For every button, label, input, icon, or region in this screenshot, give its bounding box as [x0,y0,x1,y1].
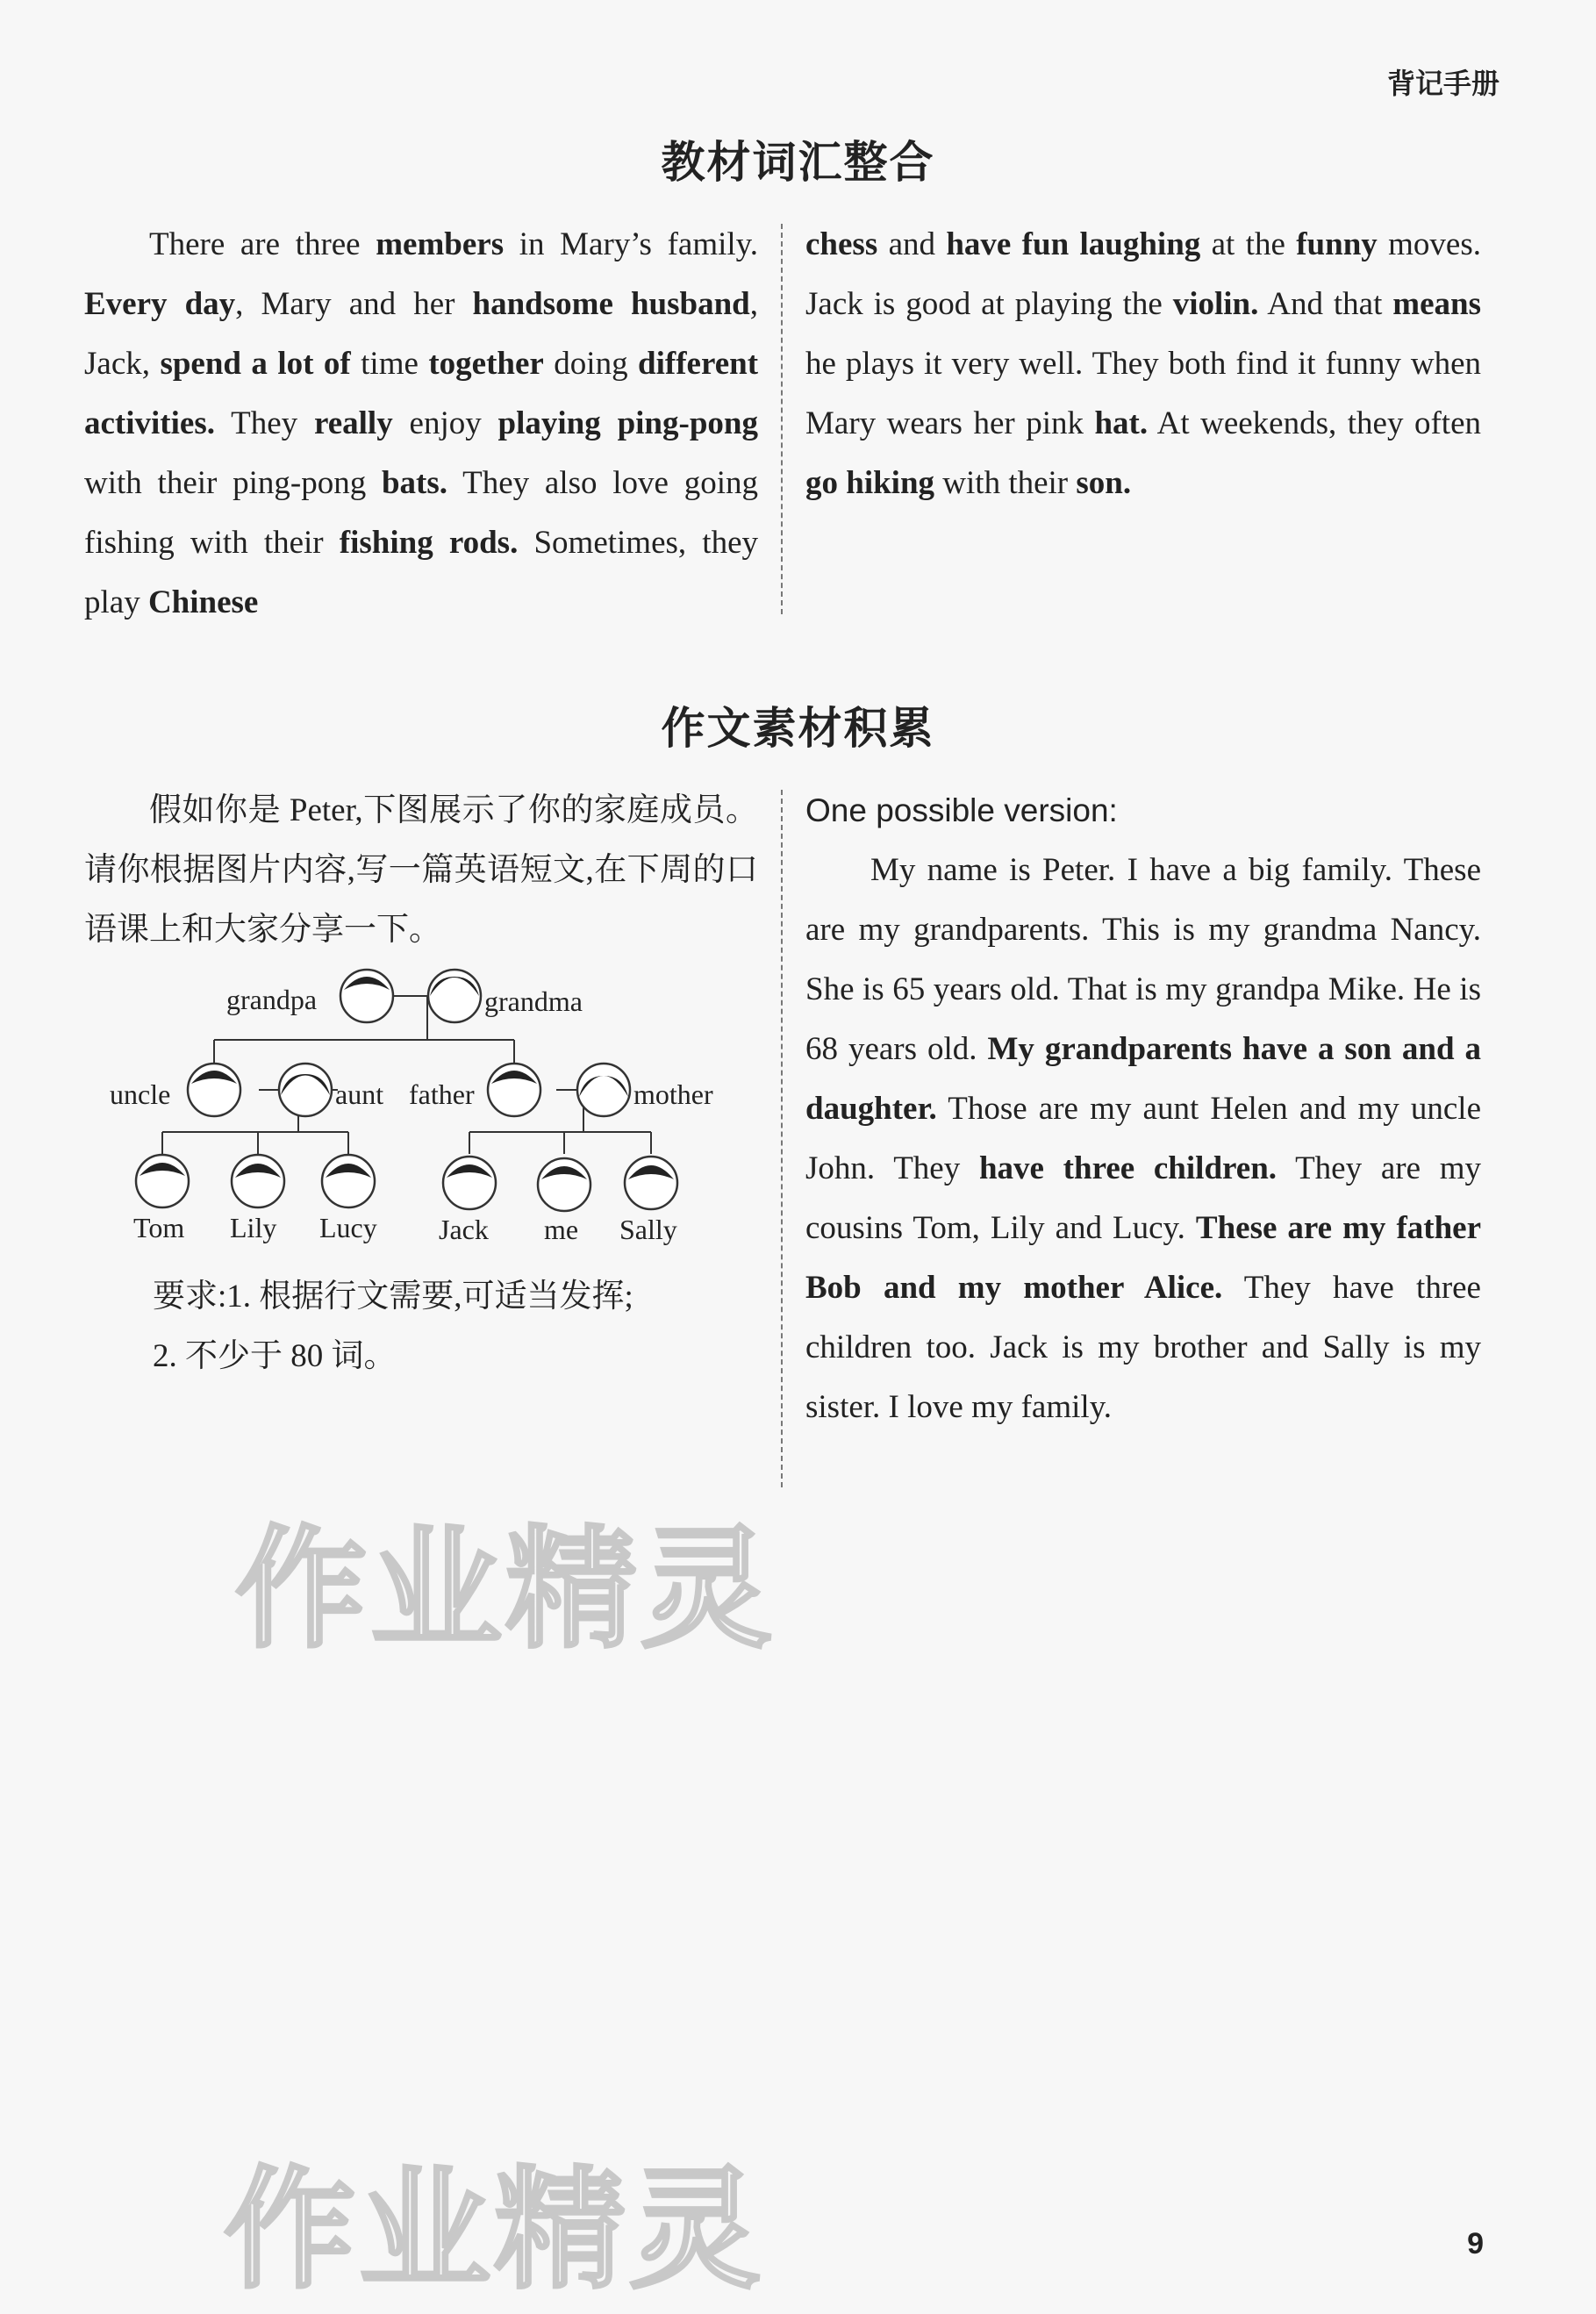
page-number: 9 [1467,2227,1484,2260]
watermark-top: 作业精灵 [235,1514,777,1666]
label-aunt: aunt [335,1078,384,1110]
writing-section-title: 作文素材积累 [661,703,935,754]
label-uncle: uncle [110,1078,171,1110]
essay-text: My name is Peter. I have a big family. These are my grandparents. This is my grandma Nancy. She is 65 years old. That is my grandpa Mike. He is 68 years old. My grandparents have a son and a daughter. Those are my aunt Helen and my uncle John. They have three children. They are my cousins Tom, Lily and Lucy. These are my father Bob and my mother Alice. They have three children too. Jack is my brother and Sally is my sister. I love my family. [805,852,1482,1425]
prompt-text: 假如你是 Peter,下图展示了你的家庭成员。请你根据图片内容,写一篇英语短文,在下周的口语课上和大家分享一下。 [84,792,758,948]
label-father: father [409,1078,475,1110]
label-tom: Tom [133,1212,185,1243]
lucy-portrait-icon [322,1155,375,1207]
writing-prompt [84,781,758,960]
vocab-right-column: chess and have fun laughing at the funny moves. Jack is good at playing the violin. And that means he plays it very well. They both find it funny when Mary wears her pink hat. At weekends, they often go hiking with their son. [805,226,1481,501]
label-mother: mother [633,1078,713,1110]
column-divider [781,224,783,614]
watermark-bottom: 作业精灵 [224,2154,765,2307]
label-grandma: grandma [484,985,583,1017]
label-lucy: Lucy [319,1212,377,1243]
header-tag: 背记手册 [1386,67,1499,100]
face-hair [140,977,674,1179]
label-sally: Sally [619,1214,677,1245]
family-tree [97,956,746,1255]
vocab-left-column: There are three members in Mary’s family. Every day, Mary and her handsome husband, Jack, spend a lot of time together doing different activities. They really enjoy playing ping-pong with their ping-pong bats. They also love going fishing with their fishing rods. Sometimes, they play Chinese [84,226,759,620]
tree-labels [110,984,713,1245]
sally-portrait-icon [625,1157,677,1209]
label-grandpa: grandpa [226,984,318,1015]
version-label: One possible version: [805,792,1118,828]
column-divider-2 [781,790,783,1487]
vocab-section-title: 教材词汇整合 [661,137,935,188]
requirement-1: 要求:1. 根据行文需要,可适当发挥; [153,1279,633,1315]
requirement-2: 2. 不少于 80 词。 [153,1338,397,1374]
essay-column [805,781,1481,1437]
lily-portrait-icon [232,1155,284,1207]
label-me: me [544,1214,579,1245]
mother-portrait-icon [577,1064,630,1116]
label-jack: Jack [439,1214,489,1245]
aunt-portrait-icon [279,1064,332,1116]
label-lily: Lily [230,1212,277,1243]
family-member-icons [136,970,677,1211]
